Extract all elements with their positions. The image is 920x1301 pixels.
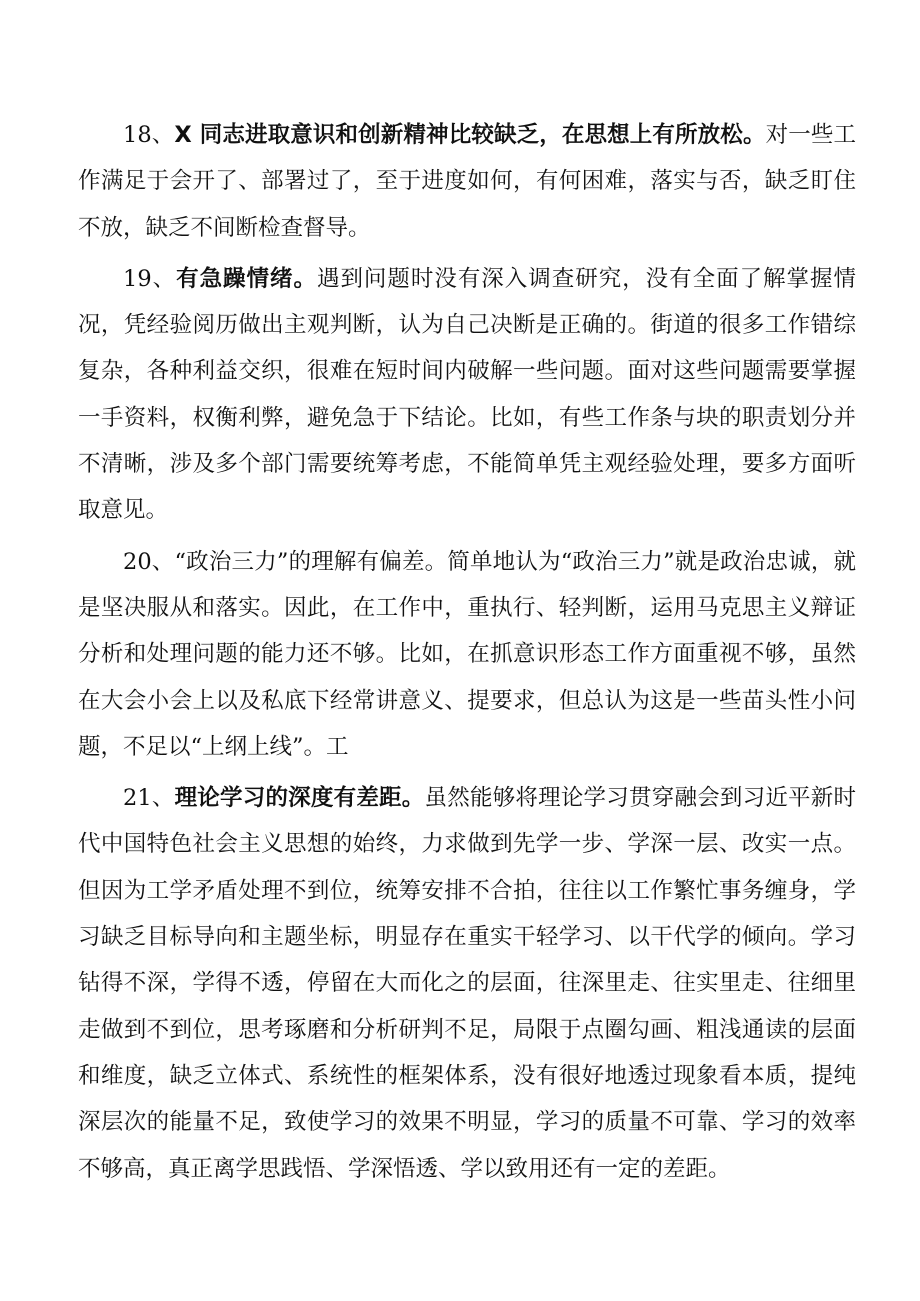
paragraph-lead: 理论学习的深度有差距。 <box>174 785 425 812</box>
paragraph-19 <box>78 256 856 534</box>
paragraph-body: 遇到问题时没有深入调查研究，没有全面了解掌握情况，凭经验阅历做出主观判断，认为自己决断是正确的。街道的很多工作错综复杂，各种利益交织，很难在短时间内破解一些问题。面对这些问题需要掌握一手资料，权衡利弊，避免急于下结论。比如，有些工作条与块的职责划分并不清晰，涉及多个部门需要统筹考虑，不能简单凭主观经验处理，要多方面听取意见。 <box>78 265 856 524</box>
paragraph-lead: 有急躁情绪。 <box>176 265 317 292</box>
paragraph-number: 19、 <box>123 265 177 292</box>
paragraph-18 <box>78 112 856 251</box>
paragraph-body: “政治三力”的理解有偏差。简单地认为“政治三力”就是政治忠诚，就是坚决服从和落实。因此，在工作中，重执行、轻判断，运用马克思主义辩证分析和处理问题的能力还不够。比如，在抓意识形态工作方面重视不够，虽然在大会小会上以及私底下经常讲意义、提要求，但总认为这是一些苗头性小问题，不足以“上纲上线”。工 <box>78 548 857 760</box>
paragraph-number: 18、 <box>123 122 175 148</box>
paragraph-lead: X 同志进取意识和创新精神比较缺乏，在思想上有所放松。 <box>174 122 766 148</box>
paragraph-21 <box>78 775 856 1192</box>
paragraph-20 <box>78 539 856 770</box>
paragraph-body: 虽然能够将理论学习贯穿融会到习近平新时代中国特色社会主义思想的始终，力求做到先学一步、学深一层、改实一点。但因为工学矛盾处理不到位，统筹安排不合拍，往往以工作繁忙事务缠身，学习缺乏目标导向和主题坐标，明显存在重实干轻学习、以干代学的倾向。学习钻得不深，学得不透，停留在大而化之的层面，往深里走、往实里走、往细里走做到不到位，思考琢磨和分析研判不足，局限于点圈勾画、粗浅通读的层面和维度，缺乏立体式、系统性的框架体系，没有很好地透过现象看本质，提纯深层次的能量不足，致使学习的效果不明显，学习的质量不可靠、学习的效率不够高，真正离学思践悟、学深悟透、学以致用还有一定的差距。 <box>78 785 856 1182</box>
paragraph-body: 对一些工作满足于会开了、部署过了，至于进度如何，有何困难，落实与否，缺乏盯住不放，缺乏不间断检查督导。 <box>78 122 856 241</box>
paragraph-number: 20、 <box>123 548 175 575</box>
document-page <box>78 112 856 1197</box>
paragraph-number: 21、 <box>123 785 175 812</box>
